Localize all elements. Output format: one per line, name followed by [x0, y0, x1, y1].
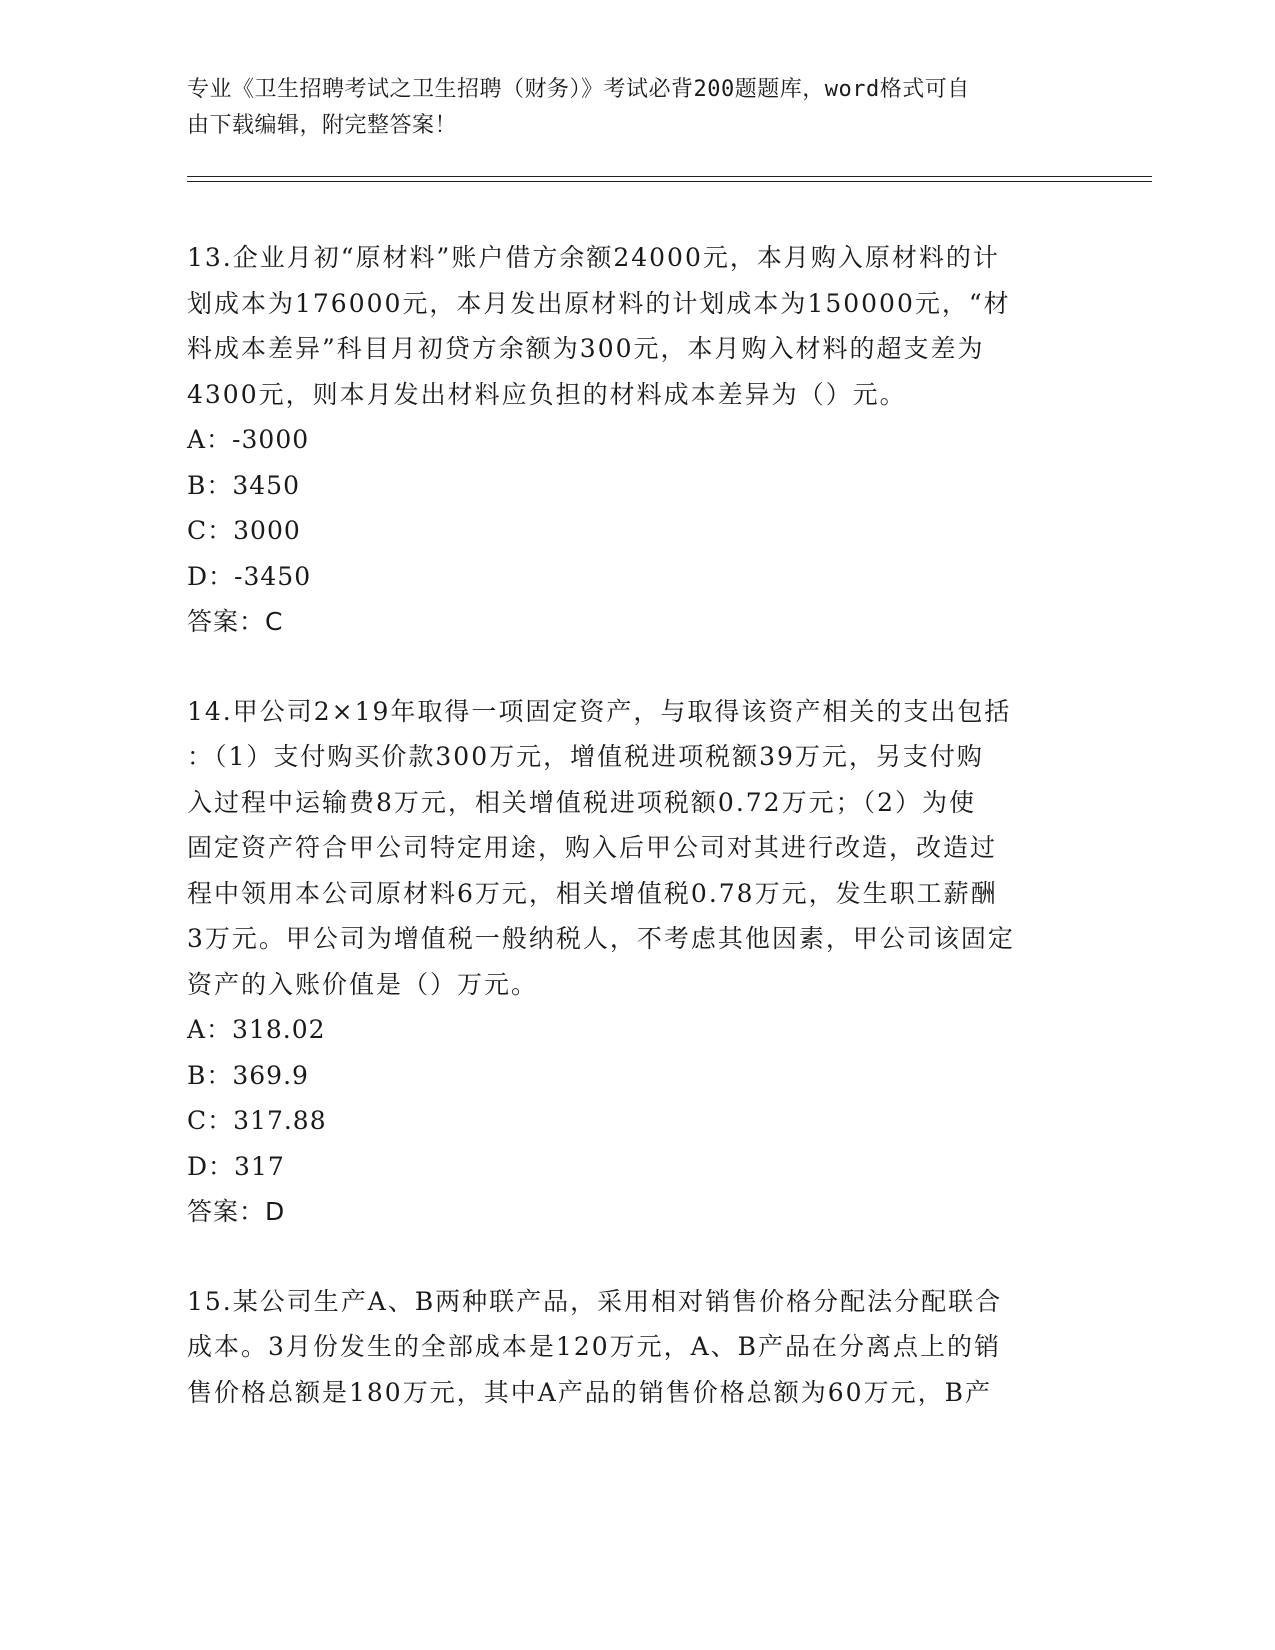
header-line-2: 由下载编辑，附完整答案！	[187, 113, 458, 138]
option-c: C：3000	[187, 516, 301, 545]
option-d: D：-3450	[187, 561, 312, 591]
question-stem-line: 15.某公司生产A、B两种联产品，采用相对销售价格分配法分配联合	[187, 1286, 1003, 1316]
question-stem-line: 13.企业月初“原材料”账户借方余额24000元，本月购入原材料的计	[187, 243, 1000, 272]
question-stem-line: 4300元，则本月发出材料应负担的材料成本差异为（）元。	[187, 379, 907, 409]
question-stem-line: 程中领用本公司原材料6万元，相关增值税0.78万元，发生职工薪酬	[187, 878, 998, 908]
question-15	[187, 1279, 1087, 1416]
question-stem-line: 资产的入账价值是（）万元。	[187, 969, 539, 999]
question-list	[187, 235, 1087, 1459]
option-a: A：318.02	[187, 1015, 326, 1044]
question-stem-line: 3万元。甲公司为增值税一般纳税人，不考虑其他因素，甲公司该固定	[187, 924, 1015, 953]
question-stem-line: 固定资产符合甲公司特定用途，购入后甲公司对其进行改造，改造过	[187, 833, 998, 862]
question-stem-line: ：（1）支付购买价款300万元，增值税进项税额39万元，另支付购	[187, 742, 984, 771]
question-stem-line: 14.甲公司2×19年取得一项固定资产，与取得该资产相关的支出包括	[187, 696, 1012, 726]
option-b: B：3450	[187, 470, 300, 500]
question-stem-line: 料成本差异”科目月初贷方余额为300元，本月购入材料的超支差为	[187, 334, 985, 363]
document-header	[187, 72, 1067, 144]
question-14	[187, 689, 1087, 1235]
question-stem-line: 成本。3月份发生的全部成本是120万元，A、B产品在分离点上的销	[187, 1332, 1002, 1361]
question-stem-line: 售价格总额是180万元，其中A产品的销售价格总额为60万元，B产	[187, 1377, 992, 1407]
option-c: C：317.88	[187, 1106, 327, 1135]
question-stem-line: 入过程中运输费8万元，相关增值税进项税额0.72万元；（2）为使	[187, 787, 976, 817]
header-divider-bottom	[187, 181, 1152, 182]
answer-line: 答案：D	[187, 1197, 286, 1226]
option-a: A：-3000	[187, 425, 310, 454]
option-d: D：317	[187, 1151, 285, 1181]
option-b: B：369.9	[187, 1060, 309, 1090]
header-divider-top	[187, 176, 1152, 177]
header-line-1: 专业《卫生招聘考试之卫生招聘（财务）》考试必背200题题库，word格式可自	[187, 77, 970, 102]
answer-line: 答案：C	[187, 607, 284, 636]
question-stem-line: 划成本为176000元，本月发出原材料的计划成本为150000元，“材	[187, 288, 1011, 318]
question-13	[187, 235, 1087, 645]
